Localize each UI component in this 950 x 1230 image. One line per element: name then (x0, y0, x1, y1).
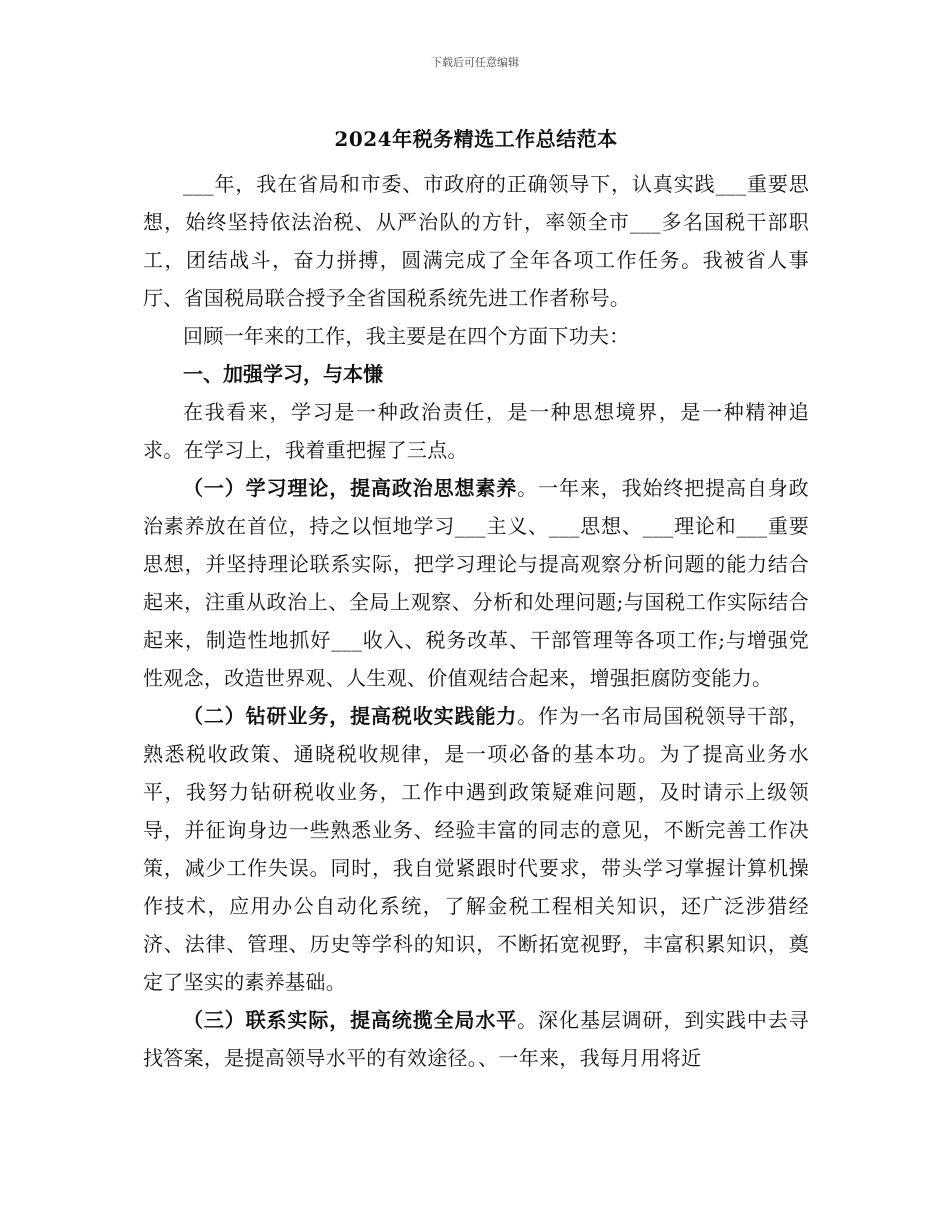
header-note: 下载后可任意编辑 (431, 56, 519, 69)
subsection-1-text: 。一年来，我始终把提高自身政治素养放在首位，持之以恒地学习___主义、___思想、___理论和___重要思想，并坚持理论联系实际，把学习理论与提高观察分析问题的能力结合起来，注重从政治上、全局上观察、分析和处理问题;与国税工作实际结合起来，制造性地抓好___收入、税务改革、干部管理等各项工作;与增强党性观念，改造世界观、人生观、价值观结合起来，增强拒腐防变能力。 (143, 476, 809, 690)
paragraph-intro: ___年，我在省局和市委、市政府的正确领导下，认真实践___重要思想，始终坚持依法治税、从严治队的方针，率领全市___多名国税干部职工，团结战斗，奋力拼搏，圆满完成了全年各项工作任务。我被省人事厅、省国税局联合授予全省国税系统先进工作者称号。 (143, 172, 809, 310)
paragraph-study: 在我看来，学习是一种政治责任，是一种思想境界，是一种精神追求。在学习上，我着重把握了三点。 (143, 400, 809, 462)
paragraph-review: 回顾一年来的工作，我主要是在四个方面下功夫： (183, 324, 630, 348)
subsection-3-text: 。深化基层调研，到实践中去寻找答案，是提高领导水平的有效途径。、一年来，我每月用将近 (143, 1008, 809, 1070)
subsection-1 (143, 469, 809, 697)
document-title: 2024年税务精选工作总结范本 (334, 127, 618, 151)
section-heading-1: 一、加强学习，与本慊 (183, 362, 383, 386)
subsection-1-title: （一）学习理论，提高政治思想素养 (183, 476, 518, 500)
subsection-2-text: 。作为一名市局国税领导干部，熟悉税收政策、通晓税收规律，是一项必备的基本功。为了提高业务水平，我努力钻研税收业务，工作中遇到政策疑难问题，及时请示上级领导，并征询身边一些熟悉业务、经验丰富的同志的意见，不断完善工作决策，减少工作失误。同时，我自觉紧跟时代要求，带头学习掌握计算机操作技术，应用办公自动化系统，了解金税工程相关知识，还广泛涉猎经济、法律、管理、历史等学科的知识，不断拓宽视野，丰富积累知识，奠定了坚实的素养基础。 (143, 704, 809, 994)
document-body (143, 122, 809, 1077)
subsection-2-title: （二）钻研业务，提高税收实践能力 (183, 704, 518, 728)
subsection-3-title: （三）联系实际，提高统揽全局水平 (183, 1008, 518, 1032)
subsection-2 (143, 697, 809, 1001)
subsection-3 (143, 1001, 809, 1077)
